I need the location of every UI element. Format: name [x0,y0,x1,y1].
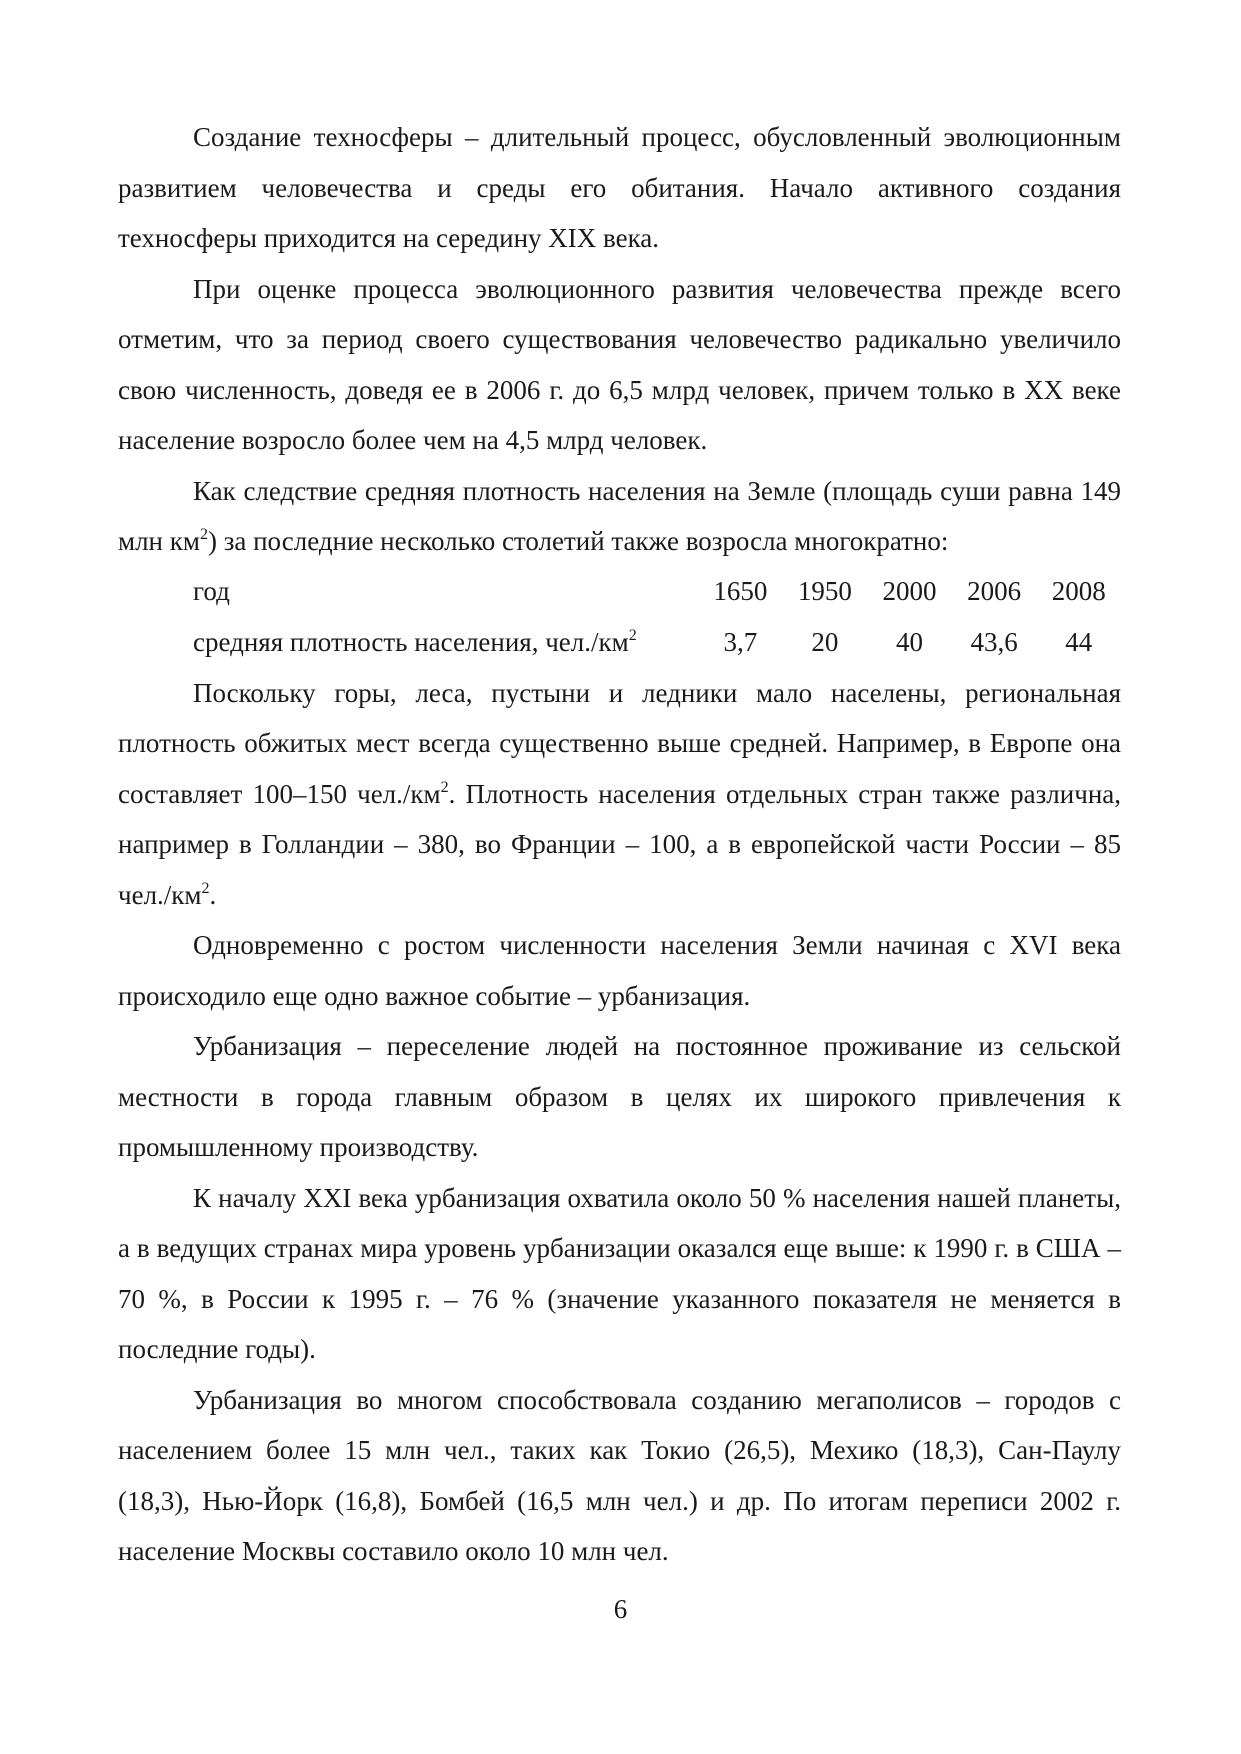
paragraph-density-text-b: ) за последние несколько столетий также возросла многократно: [207,526,949,556]
superscript-2: 2 [440,778,449,796]
superscript-2: 2 [199,526,208,543]
paragraph-urbanization-start: Одновременно с ростом численности населения Земли начиная с XVI века происходило еще одно важное событие – урбанизация. [118,930,1121,1011]
table-cell-density: 44 [1065,626,1093,657]
table-cell-year: 2008 [1051,576,1106,607]
paragraph-urbanization-definition: Урбанизация – переселение людей на постоянное проживание из сельской местности в города главным образом в целях их широкого привлечения к промышленному производству. [118,1031,1121,1162]
superscript-2: 2 [201,879,210,897]
paragraph-regional-density [118,668,1121,921]
table-row-years [193,567,1121,618]
density-table [193,567,1121,668]
paragraph-density-text-a: Как следствие средняя плотность населения на Земле (площадь суши равна 149 млн км [118,475,1121,556]
table-cell-density: 3,7 [723,626,758,657]
paragraph-urbanization-level: К началу XXI века урбанизация охватила около 50 % населения нашей планеты, а в ведущих странах мира уровень урбанизации оказался еще выше: к 1990 г. в США – 70 %, в России к 1995 г. – 76 % (значение указанного показателя не меняется в последние годы). [118,1182,1121,1364]
page-number: 6 [613,1594,628,1624]
table-cell-density: 40 [896,626,923,657]
superscript-2: 2 [628,626,637,644]
table-cell-year: 1950 [797,576,852,607]
year-label: год [193,576,230,607]
paragraph-population-growth: При оценке процесса эволюционного развития человечества прежде всего отметим, что за период своего существования человечество радикально увеличило свою численность, доведя ее в 2006 г. до 6,5 млрд человек, причем только в XX веке население возросло более чем на 4,5 млрд человек. [118,273,1121,455]
table-cell-year: 2006 [967,576,1022,607]
density-label-text: средняя плотность населения, чел./км [193,626,629,657]
table-cell-density: 20 [811,626,839,657]
paragraph-population-density [118,466,1121,567]
table-cell-density: 43,6 [970,626,1018,657]
table-cell-year: 2000 [882,576,937,607]
density-label [193,617,698,668]
page-body [118,112,1121,1577]
paragraph-regional-text-a: Поскольку горы, леса, пустыни и ледники мало населены, региональная плотность обжитых мест всегда существенно выше средней. Например, в Европе она составляет 100–150 чел./км [118,677,1121,809]
paragraph-technosphere: Создание техносферы – длительный процесс, обусловленный эволюционным развитием человечества и среды его обитания. Начало активного создания техносферы приходится на середину XIX века. [118,122,1121,253]
paragraph-megacities: Урбанизация во многом способствовала созданию мегаполисов – городов с населением более 15 млн чел., таких как Токио (26,5), Мехико (18,3), Сан-Паулу (18,3), Нью-Йорк (16,8), Бомбей (16,5 млн чел.) и др. По итогам переписи 2002 г. население Москвы составило около 10 млн чел. [118,1384,1121,1566]
table-row-densities [193,617,1121,668]
table-cell-year: 1650 [713,576,768,607]
paragraph-regional-text-b: . Плотность населения отдельных стран также различна, например в Голландии – 380, во Франции – 100, а в европейской части России – 85 чел./км [118,778,1121,910]
paragraph-regional-text-c: . [209,879,217,910]
